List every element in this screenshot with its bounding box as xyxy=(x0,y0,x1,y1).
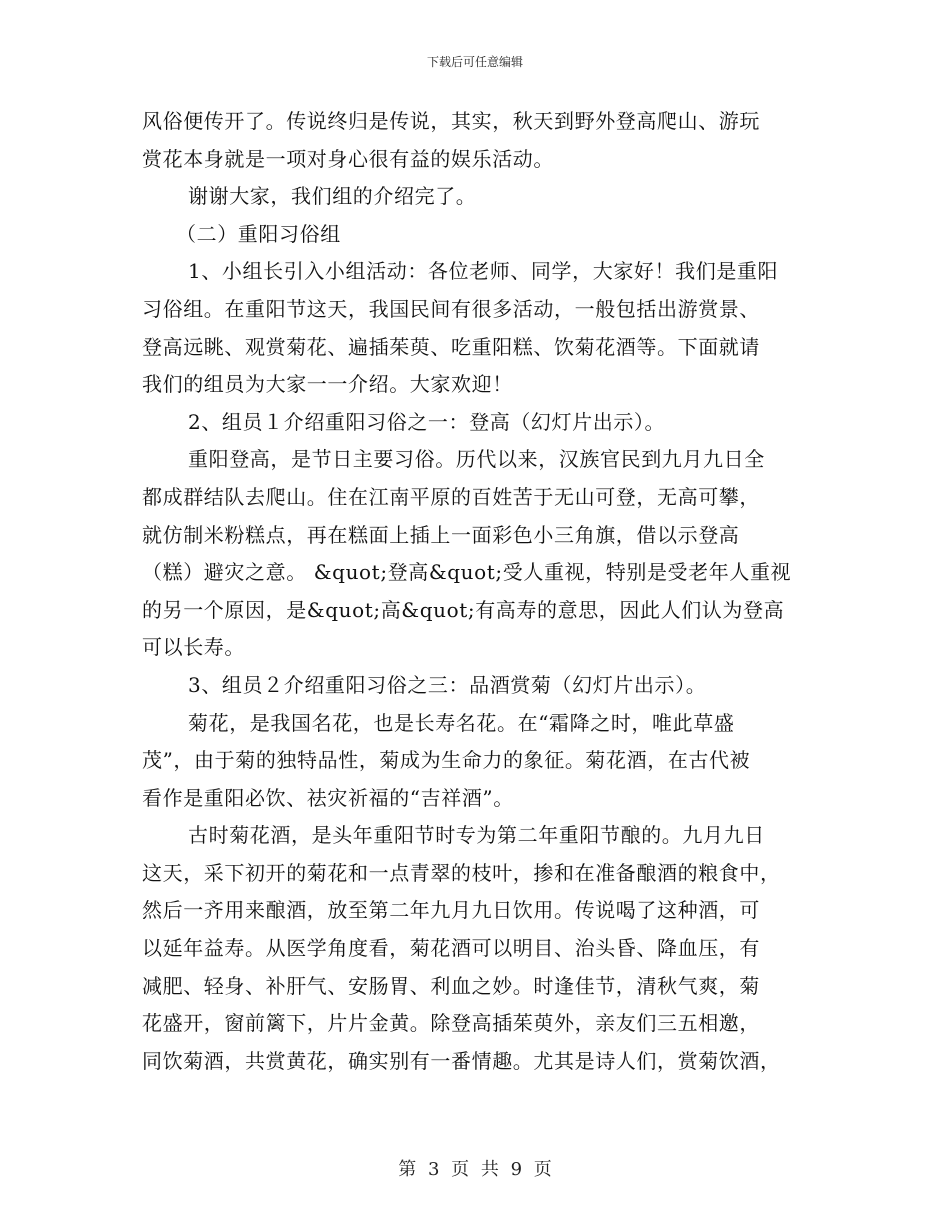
text-line: 可以长寿。 xyxy=(142,635,245,660)
text-line: 1、小组长引入小组活动：各位老师、同学，大家好！我们是重阳 xyxy=(188,259,779,284)
text-line: 的另一个原因，是&quot;高&quot;有高寿的意思，因此人们认为登高 xyxy=(142,597,785,622)
text-line: 就仿制米粉糕点，再在糕面上插上一面彩色小三角旗，借以示登高 xyxy=(142,522,740,547)
text-line: 都成群结队去爬山。住在江南平原的百姓苦于无山可登，无高可攀， xyxy=(142,484,760,509)
text-line: 登高远眺、观赏菊花、遍插茱萸、吃重阳糕、饮菊花酒等。下面就请 xyxy=(142,334,760,359)
page-header: 下载后可任意编辑 xyxy=(426,55,523,69)
text-line: 风俗便传开了。传说终归是传说，其实，秋天到野外登高爬山、游玩 xyxy=(142,109,760,133)
text-line: 然后一齐用来酿酒，放至第二年九月九日饮用。传说喝了这种酒，可 xyxy=(142,898,760,923)
text-line: 菊花，是我国名花，也是长寿名花。在“霜降之时，唯此草盛 xyxy=(188,710,735,735)
text-line: 赏花本身就是一项对身心很有益的娱乐活动。 xyxy=(142,146,554,171)
text-line: 2、组员１介绍重阳习俗之一：登高（幻灯片出示）。 xyxy=(188,409,666,434)
text-line: （糕）避灾之意。 &quot;登高&quot;受人重视，特别是受老年人重视 xyxy=(142,560,792,585)
text-line: 谢谢大家，我们组的介绍完了。 xyxy=(188,184,477,209)
section-heading: （二）重阳习俗组 xyxy=(176,221,341,246)
text-line: 重阳登高，是节日主要习俗。历代以来，汉族官民到九月九日全 xyxy=(188,447,765,472)
text-line: 习俗组。在重阳节这天，我国民间有很多活动，一般包括出游赏景、 xyxy=(142,296,760,321)
text-line: 花盛开，窗前篱下，片片金黄。除登高插茱萸外，亲友们三五相邀， xyxy=(142,1011,760,1036)
text-line: 我们的组员为大家一一介绍。大家欢迎！ xyxy=(142,372,513,397)
text-line: 古时菊花酒，是头年重阳节时专为第二年重阳节酿的。九月九日 xyxy=(188,823,765,848)
body-text xyxy=(142,103,810,1080)
text-line: 同饮菊酒，共赏黄花，确实别有一番情趣。尤其是诗人们，赏菊饮酒， xyxy=(142,1048,781,1073)
text-line: 以延年益寿。从医学角度看，菊花酒可以明目、治头昏、降血压，有 xyxy=(142,936,760,961)
page-footer: 第 3 页 共 9 页 xyxy=(398,1159,552,1180)
text-line: 减肥、轻身、补肝气、安肠胃、利血之妙。时逢佳节，清秋气爽，菊 xyxy=(142,973,760,998)
text-line: 看作是重阳必饮、祛灾祈福的“吉祥酒”。 xyxy=(142,785,514,810)
text-line: 3、组员２介绍重阳习俗之三：品酒赏菊（幻灯片出示）。 xyxy=(188,672,707,697)
text-line: 茂”，由于菊的独特品性，菊成为生命力的象征。菊花酒，在古代被 xyxy=(142,748,751,773)
text-line: 这天，采下初开的菊花和一点青翠的枝叶，掺和在准备酿酒的粮食中， xyxy=(142,860,781,885)
